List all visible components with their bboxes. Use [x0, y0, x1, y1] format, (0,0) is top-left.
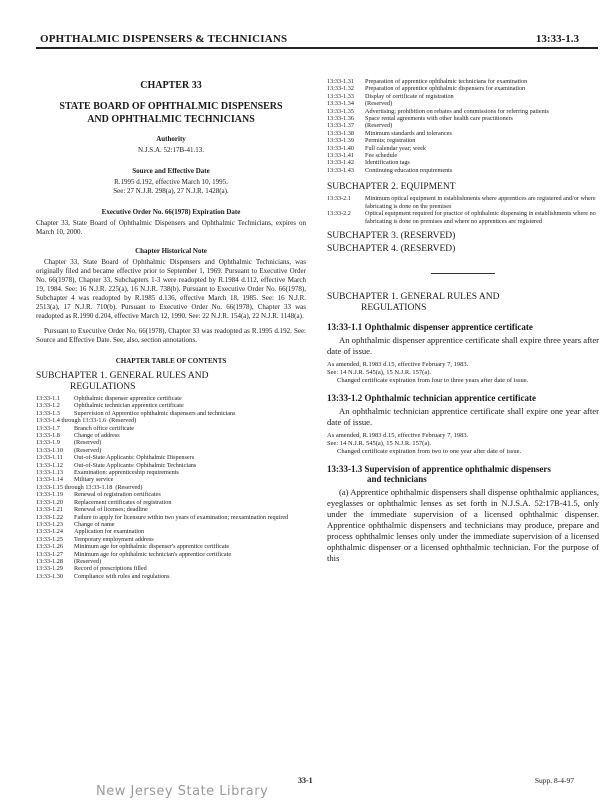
supplement-date: Supp. 8-4-97 — [534, 776, 574, 785]
library-watermark: New Jersey State Library — [96, 784, 269, 799]
toc-right-list — [327, 78, 599, 174]
toc-item[interactable] — [36, 447, 306, 454]
toc-item-title: (Reserved) — [74, 446, 102, 454]
toc-item-number: 13:33-1.4 through 13:33-1.6 — [36, 417, 107, 425]
history-heading: Chapter Historical Note — [135, 247, 207, 255]
body-subchapter-1-line1: SUBCHAPTER 1. GENERAL RULES AND — [327, 291, 500, 302]
toc-item[interactable] — [36, 551, 306, 558]
toc-item[interactable] — [36, 484, 306, 491]
toc-item-title: (Reserved) — [365, 122, 393, 130]
toc-item[interactable] — [36, 558, 306, 565]
amendment-change: Changed certificate expiration from two to one year after date of issue. — [337, 447, 522, 455]
toc-item[interactable] — [327, 115, 599, 122]
toc-subchapter-4: SUBCHAPTER 4. (RESERVED) — [327, 243, 456, 254]
section-text: An ophthalmic technician apprentice certificate shall expire one year after date of issue. — [327, 405, 599, 427]
toc-item-number: 13:33-1.31 — [327, 78, 354, 85]
toc-item-number: 13:33-1.24 — [36, 528, 63, 536]
toc-item-title: Failure to apply for licensure within two years of examination; reexamination required — [74, 513, 289, 521]
toc-item-title: Preparation of apprentice ophthalmic technicians for examination — [365, 78, 528, 85]
toc-item-title: Record of prescriptions filled — [74, 565, 147, 573]
toc-item[interactable] — [327, 195, 599, 210]
left-column — [36, 78, 306, 580]
toc-item-number: 13:33-1.19 — [36, 491, 63, 499]
toc-item-number: 13:33-1.27 — [36, 550, 63, 558]
toc-item-number: 13:33-1.10 — [36, 446, 63, 454]
toc-item-number: 13:33-2.2 — [327, 210, 351, 218]
toc-item-number: 13:33-1.40 — [327, 144, 354, 152]
toc-item[interactable] — [36, 528, 306, 535]
toc-item[interactable] — [36, 410, 306, 417]
toc-item[interactable] — [36, 462, 306, 469]
toc-item-number: 13:33-1.36 — [327, 115, 354, 123]
toc-subchapter-3: SUBCHAPTER 3. (RESERVED) — [327, 230, 456, 241]
toc-item-number: 13:33-1.3 — [36, 409, 60, 417]
toc-item[interactable] — [36, 536, 306, 543]
running-header-title: OPHTHALMIC DISPENSERS & TECHNICIANS — [40, 33, 288, 45]
toc-item-number: 13:33-1.33 — [327, 92, 354, 100]
toc-item-number: 13:33-1.22 — [36, 513, 63, 521]
history-paragraph-2: Pursuant to Executive Order No. 66(1978), Chapter 33 was readopted as R.1995 d.192. See: Source and Effective Date. See, also, section annotations. — [36, 327, 306, 344]
authority-text: N.J.S.A. 52:17B-41.13. — [138, 146, 204, 154]
toc-item-number: 13:33-1.15 through 13:33-1.18 — [36, 483, 113, 491]
page-number: 33-1 — [298, 776, 313, 785]
toc-item-number: 13:33-1.41 — [327, 152, 354, 160]
toc-item-title: Preparation of apprentice ophthalmic dispensers for examination — [365, 85, 526, 93]
amendment-change: Changed certificate expiration from four to three years after date of issue. — [337, 376, 529, 384]
toc-item-title: Examination: apprenticeship requirements — [74, 469, 179, 477]
section-heading: 13:33-1.2 Ophthalmic technician apprentice certificate — [327, 392, 537, 403]
right-column — [327, 78, 599, 564]
section-heading-line1: 13:33-1.3 Supervision of apprentice ophthalmic dispensers — [327, 463, 551, 474]
board-title-line1: STATE BOARD OF OPHTHALMIC DISPENSERS — [59, 101, 283, 112]
toc-item-title: Optical equipment required for practice of ophthalmic dispensing in establishments where no fabricating is done on premises and where no apprentices are registered — [365, 210, 596, 225]
toc-item[interactable] — [36, 491, 306, 498]
toc-item-title: Replacement certificates of registration — [74, 498, 172, 506]
toc-subchapter-2-list — [327, 195, 599, 225]
toc-item-title: Minimum age for ophthalmic technician's apprentice certificate — [74, 550, 232, 558]
toc-item-title: Out-of-State Applicants: Ophthalmic Technicians — [74, 461, 197, 469]
toc-item-title: Compliance with rules and regulations — [74, 572, 170, 580]
toc-item-number: 13:33-1.14 — [36, 476, 63, 484]
toc-item-number: 13:33-1.1 — [36, 395, 60, 402]
toc-item[interactable] — [327, 137, 599, 144]
toc-item[interactable] — [327, 152, 599, 159]
running-header-section: 13:33-1.3 — [535, 33, 579, 45]
chapter-title: CHAPTER 33 — [140, 80, 202, 91]
toc-item-number: 13:33-1.2 — [36, 402, 60, 410]
toc-item[interactable] — [327, 108, 599, 115]
toc-item-title: Minimum standards and tolerances — [365, 129, 452, 137]
toc-item[interactable] — [36, 514, 306, 521]
toc-item[interactable] — [36, 469, 306, 476]
toc-item[interactable] — [36, 476, 306, 483]
amendment-note: As amended, R.1983 d.15, effective February 7, 1983. — [327, 360, 469, 368]
toc-item-title: Ophthalmic technician apprentice certificate — [74, 402, 184, 410]
toc-item-title: Identification tags — [365, 159, 410, 167]
toc-item-title: Branch office certificate — [74, 424, 135, 432]
toc-item-number: 13:33-1.8 — [36, 432, 60, 440]
toc-item-title: (Reserved) — [365, 100, 393, 108]
history-paragraph-1: Chapter 33, State Board of Ophthalmic Dispensers and Ophthalmic Technicians, was originally filed and became effective prior to September 1, 1969. Pursuant to Executive Order No. 66(1978), Chapter 33, Subchapters 1-3 were readopted by R.1984 d.112, effective March 19, 1984. See: 16 N.J.R. 225(a), 16 N.J.R. 738(b). Pursuant to Executive Order No. 66(1978), Subchapter 4 was readopted by R.1985 d.136, effective March 18, 1985. See: 16 N.J.R. 2513(a), 17 N.J.R. 710(b). Pursuant to Executive Order No. 66(1978), Chapter 33 was readopted as R.1990 d.204, effective March 12, 1990. See: 22 N.J.R. 154(a), 22 N.J.R. 1148(a). — [36, 258, 306, 320]
amendment-see: See: 14 N.J.R. 545(a), 15 N.J.R. 157(a). — [327, 439, 431, 447]
toc-item[interactable] — [36, 439, 306, 446]
toc-item-title: Temporary employment address — [74, 535, 154, 543]
toc-item[interactable] — [327, 93, 599, 100]
toc-item[interactable] — [36, 417, 306, 424]
section-heading-line2: and technicians — [367, 473, 427, 484]
toc-item-number: 13:33-1.43 — [327, 166, 354, 174]
toc-item[interactable] — [36, 432, 306, 439]
toc-item[interactable] — [327, 159, 599, 166]
toc-item-title: Minimum optical equipment in establishments where apprentices are registered and/or where fabricating is done on the premises — [365, 195, 596, 210]
toc-item-title: Minimum age for ophthalmic dispenser's apprentice certificate — [74, 543, 230, 551]
toc-item-title: Change of address — [74, 432, 120, 440]
toc-item-title: Full calendar year; week — [365, 144, 426, 152]
toc-item-title: (Reserved) — [109, 417, 137, 425]
section-heading: 13:33-1.1 Ophthalmic dispenser apprentice certificate — [327, 321, 533, 332]
toc-item-number: 13:33-1.35 — [327, 107, 354, 115]
toc-item-title: Display of certificate of registration — [365, 92, 454, 100]
toc-item[interactable] — [36, 543, 306, 550]
source-line-1: R.1995 d.192, effective March 10, 1995. — [114, 178, 228, 186]
toc-item-title: Renewal of registration certificates — [74, 491, 161, 499]
toc-item[interactable] — [36, 395, 306, 402]
section-1-3 — [327, 464, 599, 564]
toc-item-title: Supervision of Apprentice ophthalmic dispensers and technicians — [74, 409, 236, 417]
toc-subchapter-1-line2: REGULATIONS — [70, 382, 136, 392]
toc-item[interactable] — [36, 454, 306, 461]
toc-item-number: 13:33-2.1 — [327, 195, 351, 203]
section-divider — [431, 273, 495, 274]
toc-item-number: 13:33-1.7 — [36, 424, 60, 432]
toc-item[interactable] — [36, 425, 306, 432]
toc-item-title: Ophthalmic dispenser apprentice certificate — [74, 395, 182, 402]
toc-item[interactable] — [327, 145, 599, 152]
toc-item-title: Out-of-State Applicants: Ophthalmic Dispensers — [74, 454, 195, 462]
section-1-2 — [327, 393, 599, 456]
eo-heading: Executive Order No. 66(1978) Expiration Date — [101, 208, 241, 216]
toc-item-title: Change of name — [74, 520, 115, 528]
toc-item[interactable] — [327, 122, 599, 129]
toc-item[interactable] — [327, 85, 599, 92]
toc-item-number: 13:33-1.39 — [327, 137, 354, 145]
toc-item-number: 13:33-1.20 — [36, 498, 63, 506]
toc-item-number: 13:33-1.28 — [36, 557, 63, 565]
toc-item[interactable] — [36, 565, 306, 572]
toc-item[interactable] — [36, 402, 306, 409]
toc-item-title: Advertising; prohibition on rebates and commissions for referring patients — [365, 107, 549, 115]
toc-item-number: 13:33-1.26 — [36, 543, 63, 551]
amendment-note: As amended, R.1983 d.15, effective February 7, 1983. — [327, 431, 469, 439]
toc-item[interactable] — [36, 521, 306, 528]
toc-item-title: Renewal of licenses; deadline — [74, 506, 148, 514]
header-rule — [36, 47, 598, 49]
toc-item-number: 13:33-1.42 — [327, 159, 354, 167]
toc-item[interactable] — [327, 100, 599, 107]
toc-item-title: (Reserved) — [115, 483, 143, 491]
section-text: (a) Apprentice ophthalmic dispensers shall dispense ophthalmic appliances, eyeglasses or ophthalmic lenses as set forth in N.J.S.A. 52:17B-41.5, only under the immediate supervision of a licensed ophthalmic dispenser. Apprentice ophthalmic dispensers and technicians may produce, prepare and process ophthalmic lenses only under the immediate supervision of a licensed ophthalmic dispenser or a licensed ophthalmic technician. For the purpose of this — [327, 486, 599, 563]
source-line-2: See: 27 N.J.R. 298(a), 27 N.J.R. 1428(a). — [113, 187, 229, 195]
toc-item[interactable] — [327, 167, 599, 174]
toc-heading: CHAPTER TABLE OF CONTENTS — [115, 357, 227, 365]
toc-item[interactable] — [36, 573, 306, 580]
toc-item-title: Fee schedule — [365, 152, 398, 160]
toc-item-title: Military service — [74, 476, 114, 484]
toc-subchapter-2: SUBCHAPTER 2. EQUIPMENT — [327, 182, 456, 193]
toc-item-number: 13:33-1.9 — [36, 439, 60, 447]
toc-item-number: 13:33-1.21 — [36, 506, 63, 514]
toc-item-number: 13:33-1.25 — [36, 535, 63, 543]
toc-item[interactable] — [327, 210, 599, 225]
toc-item-title: (Reserved) — [74, 439, 102, 447]
board-title-line2: AND OPHTHALMIC TECHNICIANS — [87, 114, 255, 125]
toc-item-number: 13:33-1.13 — [36, 469, 63, 477]
toc-item-number: 13:33-1.30 — [36, 572, 63, 580]
source-heading: Source and Effective Date — [132, 167, 210, 175]
toc-item-number: 13:33-1.34 — [327, 100, 354, 108]
toc-item-title: Space rental agreements with other health care practitioners — [365, 115, 513, 123]
toc-item[interactable] — [327, 130, 599, 137]
toc-item-number: 13:33-1.38 — [327, 129, 354, 137]
toc-item-number: 13:33-1.32 — [327, 85, 354, 93]
authority-heading: Authority — [156, 135, 186, 143]
toc-item-number: 13:33-1.37 — [327, 122, 354, 130]
toc-item-title: Application for examination — [74, 528, 145, 536]
toc-subchapter-1-line1: SUBCHAPTER 1. GENERAL RULES AND — [36, 371, 209, 381]
eo-text: Chapter 33, State Board of Ophthalmic Dispensers and Ophthalmic Technicians, expires on March 10, 2000. — [36, 219, 306, 236]
toc-item-title: (Reserved) — [74, 557, 102, 565]
toc-item[interactable] — [327, 78, 599, 85]
body-subchapter-1-line2: REGULATIONS — [361, 302, 427, 313]
toc-left-list — [36, 395, 306, 580]
amendment-see: See: 14 N.J.R. 545(a), 15 N.J.R. 157(a). — [327, 368, 431, 376]
toc-item[interactable] — [36, 506, 306, 513]
toc-item-number: 13:33-1.11 — [36, 454, 63, 462]
toc-item-number: 13:33-1.23 — [36, 520, 63, 528]
toc-item-title: Continuing education requirements — [365, 166, 453, 174]
section-text: An ophthalmic dispenser apprentice certificate shall expire three years after date of issue. — [327, 334, 599, 356]
toc-item-number: 13:33-1.29 — [36, 565, 63, 573]
toc-item-number: 13:33-1.12 — [36, 461, 63, 469]
toc-item[interactable] — [36, 499, 306, 506]
toc-item-title: Permits; registration — [365, 137, 416, 145]
section-1-1 — [327, 322, 599, 385]
board-title — [36, 100, 306, 126]
